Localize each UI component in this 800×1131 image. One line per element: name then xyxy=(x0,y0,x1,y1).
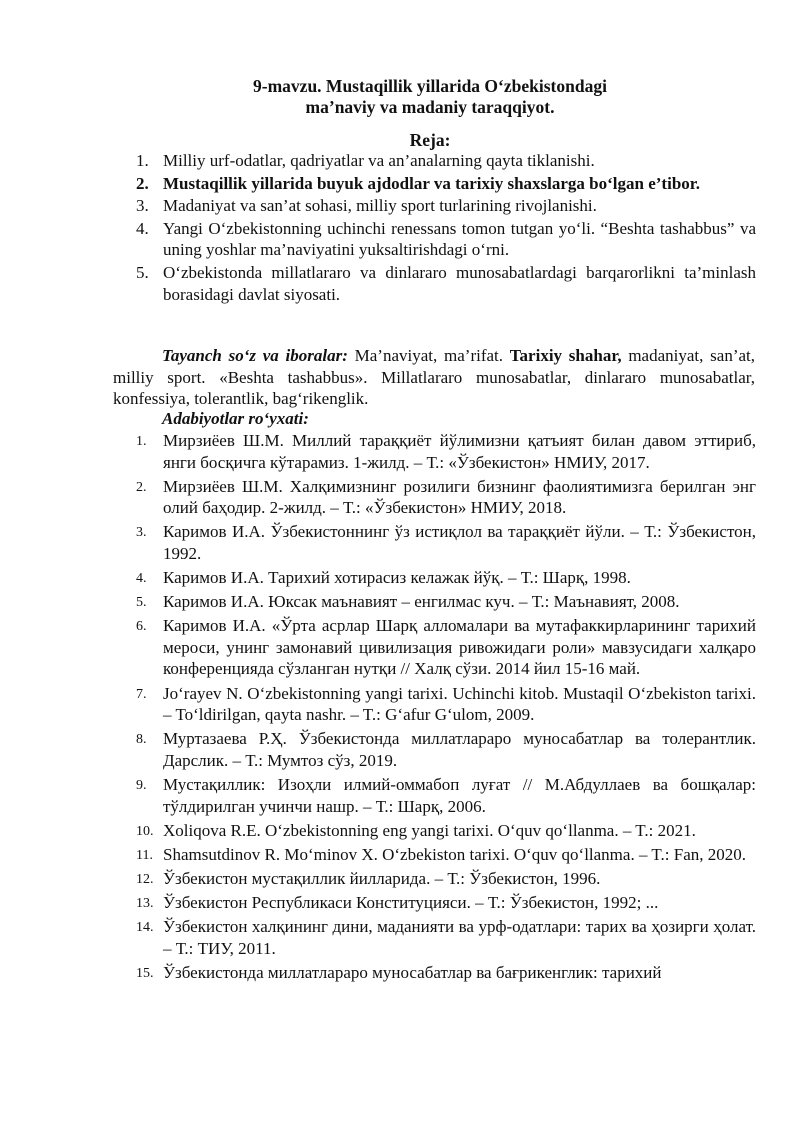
reference-item xyxy=(136,916,756,959)
plan-item-number: 3. xyxy=(136,196,149,216)
reference-item xyxy=(136,476,756,519)
reference-number: 5. xyxy=(136,595,147,611)
plan-item xyxy=(136,150,756,172)
reference-text: Каримов И.А. «Ўрта асрлар Шарқ алломалари ва мутафаккирларининг тарихий мероси, унинг замонавий цивилизация ривожидаги роли» мавзусидаги халқаро конференцияда сўзланган нутқи // Халқ сўзи. 2014 йил 15-16 май. xyxy=(163,616,756,679)
plan-item-text: Yangi O‘zbekistonning uchinchi renessans tomon tutgan yo‘li. “Beshta tashabbus” va uning yoshlar ma’naviyatini yuksaltirishdagi o‘rni. xyxy=(163,218,756,260)
plan-item xyxy=(136,218,756,261)
reference-number: 7. xyxy=(136,686,147,702)
reference-number: 3. xyxy=(136,525,147,541)
reference-text: Shamsutdinov R. Mo‘minov X. O‘zbekiston tarixi. O‘quv qo‘llanma. – T.: Fan, 2020. xyxy=(163,844,746,864)
reference-text: Ўзбекистон мустақиллик йилларида. – Т.: Ўзбекистон, 1996. xyxy=(163,868,601,888)
reference-text: Ўзбекистон халқининг дини, маданияти ва урф-одатлари: тарих ва ҳозирги ҳолат. – Т.: ТИУ, 2011. xyxy=(163,916,756,958)
reference-text: Мирзиёев Ш.М. Миллий тараққиёт йўлимизни қатъият билан давом эттириб, янги босқичга кўтарамиз. 1-жилд. – Т.: «Ўзбекистон» НМИУ, 2017. xyxy=(163,431,756,472)
page-title-line-2: ma’naviy va madaniy taraqqiyot. xyxy=(305,97,555,117)
keywords-text: madaniyat, san’at, milliy sport. «Beshta tashabbus». Millatlararo munosabatlar, dinlararo munosabatlar, konfessiya, tolerantlik, bag‘rikenglik. xyxy=(113,346,755,409)
reference-number: 8. xyxy=(136,732,147,748)
plan-item-number: 2. xyxy=(136,173,149,193)
plan-item xyxy=(136,173,756,195)
keywords-bold: Tarixiy shahar, xyxy=(509,346,622,365)
plan-item-number: 1. xyxy=(136,151,149,170)
reference-number: 10. xyxy=(136,823,154,839)
reference-number: 9. xyxy=(136,777,147,793)
reference-item xyxy=(136,774,756,817)
reference-text: Ўзбекистон Республикаси Конституцияси. – Т.: Ўзбекистон, 1992; ... xyxy=(163,892,659,912)
reference-item xyxy=(136,567,756,589)
reference-number: 12. xyxy=(136,871,154,887)
plan-item-text: Madaniyat va san’at sohasi, milliy sport turlarining rivojlanishi. xyxy=(163,196,597,216)
reference-number: 14. xyxy=(136,919,154,935)
plan-item-number: 5. xyxy=(136,262,149,282)
reference-item xyxy=(136,521,756,564)
reference-number: 4. xyxy=(136,571,147,587)
reference-number: 15. xyxy=(136,965,154,981)
keywords-lead: Tayanch so‘z va iboralar: xyxy=(162,346,348,365)
reference-item xyxy=(136,962,756,984)
reference-item xyxy=(136,820,756,842)
reference-item xyxy=(136,892,756,914)
plan-item-text: Milliy urf-odatlar, qadriyatlar va an’analarning qayta tiklanishi. xyxy=(163,151,595,170)
plan-item-text: O‘zbekistonda millatlararo va dinlararo munosabatlardagi barqarorlikni ta’minlash borasidagi davlat siyosati. xyxy=(163,262,756,304)
reference-number: 1. xyxy=(136,434,147,449)
reference-item xyxy=(136,683,756,726)
references-list xyxy=(136,430,756,986)
reference-item xyxy=(136,728,756,771)
reference-item xyxy=(136,844,756,866)
plan-item xyxy=(136,195,756,217)
keywords-text: Ma’naviyat, ma’rifat. xyxy=(347,346,510,365)
reference-number: 11. xyxy=(136,847,153,863)
references-heading: Adabiyotlar ro‘yxati: xyxy=(162,409,309,428)
reference-text: Мирзиёев Ш.М. Халқимизнинг розилиги бизнинг фаолиятимизга берилган энг олий баҳодир. 2-жилд. – Т.: «Ўзбекистон» НМИУ, 2018. xyxy=(163,476,756,518)
plan-item-number: 4. xyxy=(136,218,149,238)
reference-number: 13. xyxy=(136,895,154,911)
reference-text: Каримов И.А. Ўзбекистоннинг ўз истиқлол ва тараққиёт йўли. – Т.: Ўзбекистон, 1992. xyxy=(163,522,756,563)
reference-text: Каримов И.А. Юксак маънавият – енгилмас куч. – Т.: Маънавият, 2008. xyxy=(163,592,680,612)
reference-number: 6. xyxy=(136,619,147,635)
plan-item xyxy=(136,262,756,305)
reference-text: Муртазаева Р.Ҳ. Ўзбекистонда миллатлараро муносабатлар ва толерантлик. Дарслик. – Т.: Мумтоз сўз, 2019. xyxy=(163,729,756,770)
page-title-line-1: 9-mavzu. Mustaqillik yillarida O‘zbekistondagi xyxy=(253,76,607,96)
reference-text: Мустақиллик: Изоҳли илмий-оммабоп луғат // М.Абдуллаев ва бошқалар: тўлдирилган учинчи нашр. – Т.: Шарқ, 2006. xyxy=(163,774,756,816)
reference-item xyxy=(136,868,756,890)
reference-text: Каримов И.А. Тарихий хотирасиз келажак йўқ. – Т.: Шарқ, 1998. xyxy=(163,568,631,588)
plan-item-text: Mustaqillik yillarida buyuk ajdodlar va tarixiy shaxslarga bo‘lgan e’tibor. xyxy=(163,173,701,193)
reference-item xyxy=(136,591,756,613)
reference-text: Xoliqova R.E. O‘zbekistonning eng yangi tarixi. O‘quv qo‘llanma. – T.: 2021. xyxy=(163,820,696,840)
plan-heading: Reja: xyxy=(409,130,451,150)
plan-list xyxy=(136,150,756,306)
reference-item xyxy=(136,615,756,680)
reference-number: 2. xyxy=(136,479,147,495)
reference-text: Ўзбекистонда миллатлараро муносабатлар ва бағрикенглик: тарихий xyxy=(163,962,662,982)
reference-item xyxy=(136,430,756,473)
reference-text: Jo‘rayev N. O‘zbekistonning yangi tarixi. Uchinchi kitob. Mustaqil O‘zbekiston tarixi. – To‘ldirilgan, qayta nashr. – T.: G‘afur G‘ulom, 2009. xyxy=(163,683,756,725)
keywords-paragraph xyxy=(113,345,755,410)
